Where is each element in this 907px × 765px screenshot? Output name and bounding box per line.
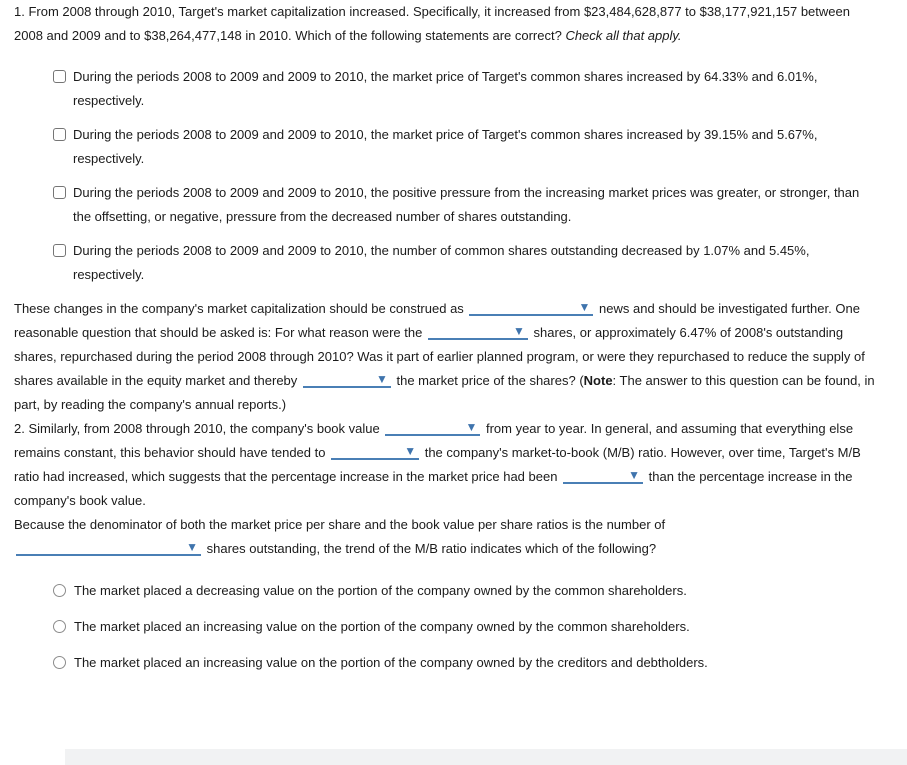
checkbox-option-2 [53, 123, 907, 171]
text-segment: 1. From 2008 through 2010, Target's market capitalization increased. Specifically, it increased from $23,484,628,877 to $38,177,921,157 between [14, 4, 850, 19]
question2-text [14, 417, 907, 513]
text-segment: During the periods 2008 to 2009 and 2009 to 2010, the market price of Target's common shares increased by 64.33% and 6.01%, [73, 69, 818, 84]
dropdown-blank[interactable] [331, 445, 419, 460]
horizontal-scrollbar[interactable] [65, 749, 907, 765]
radio-button[interactable] [53, 620, 66, 633]
text-segment: During the periods 2008 to 2009 and 2009 to 2010, the number of common shares outstanding decreased by 1.07% and 5.45%, [73, 243, 810, 258]
text-segment: : The answer to this question can be found, in [612, 373, 875, 388]
checkbox[interactable] [53, 186, 66, 199]
dropdown-blank[interactable] [303, 373, 391, 388]
checkbox-option-label [73, 65, 817, 113]
text-segment: respectively. [73, 93, 145, 108]
text-segment: company's book value. [14, 493, 146, 508]
dropdown-arrow-icon: ▼ [628, 468, 641, 482]
radio-button[interactable] [53, 656, 66, 669]
dropdown-arrow-icon: ▼ [513, 324, 525, 338]
checkbox[interactable] [53, 70, 66, 83]
dropdown-arrow-icon: ▼ [465, 420, 478, 434]
text-segment: During the periods 2008 to 2009 and 2009 to 2010, the market price of Target's common shares increased by 39.15% and 5.67%, [73, 127, 818, 142]
text-segment: respectively. [73, 267, 145, 282]
question1-checkbox-group [53, 65, 907, 287]
text-segment: the offsetting, or negative, pressure from the decreased number of shares outstanding. [73, 209, 572, 224]
checkbox-option-label [73, 181, 859, 229]
text-segment: the company's market-to-book (M/B) ratio. However, over time, Target's M/B [421, 445, 861, 460]
radio-option-2 [53, 615, 907, 639]
text-segment: the market price of the shares? ( [392, 373, 584, 388]
dropdown-blank[interactable] [469, 301, 593, 316]
checkbox[interactable] [53, 244, 66, 257]
checkbox[interactable] [53, 128, 66, 141]
text-segment: Because the denominator of both the market price per share and the book value per share ratios is the number of [14, 517, 666, 532]
question2-radio-group [53, 579, 907, 675]
dropdown-arrow-icon: ▼ [376, 372, 388, 386]
text-segment: than the percentage increase in the [645, 469, 853, 484]
dropdown-blank[interactable] [385, 421, 480, 436]
text-segment: part, by reading the company's annual reports.) [14, 397, 287, 412]
checkbox-option-1 [53, 65, 907, 113]
text-segment: remains constant, this behavior should have tended to [14, 445, 330, 460]
dropdown-blank[interactable] [563, 469, 643, 484]
text-segment: shares, or approximately 6.47% of 2008's outstanding [529, 325, 844, 340]
text-segment: shares available in the equity market and thereby [14, 373, 301, 388]
text-segment: ratio had increased, which suggests that the percentage increase in the market price had been [14, 469, 562, 484]
text-segment: During the periods 2008 to 2009 and 2009 to 2010, the positive pressure from the increasing market prices was greater, or stronger, than [73, 185, 860, 200]
dropdown-blank[interactable] [428, 325, 528, 340]
text-segment: shares, repurchased during the period 2008 through 2010? Was it part of earlier planned program, or were they repurchased to reduce the supply of [14, 349, 865, 364]
text-segment: shares outstanding, the trend of the M/B ratio indicates which of the following? [203, 541, 657, 556]
text-segment: These changes in the company's market capitalization should be construed as [14, 301, 468, 316]
checkbox-option-3 [53, 181, 907, 229]
text-segment: Note [583, 373, 613, 388]
radio-button[interactable] [53, 584, 66, 597]
text-segment: respectively. [73, 151, 145, 166]
dropdown-arrow-icon: ▼ [404, 444, 417, 458]
checkbox-option-label [73, 123, 817, 171]
dropdown-blank[interactable] [16, 541, 201, 556]
question1-analysis-text [14, 297, 907, 417]
radio-option-3 [53, 651, 907, 675]
text-segment: Check all that apply. [565, 28, 682, 43]
question2-followup-text [14, 513, 907, 561]
text-segment: 2. Similarly, from 2008 through 2010, the company's book value [14, 421, 384, 436]
radio-option-1 [53, 579, 907, 603]
checkbox-option-4 [53, 239, 907, 287]
text-segment: 2008 and 2009 and to $38,264,477,148 in 2010. Which of the following statements are correct? [14, 28, 566, 43]
question1-intro [14, 0, 907, 48]
checkbox-option-label [73, 239, 809, 287]
text-segment: reasonable question that should be asked is: For what reason were the [14, 325, 426, 340]
radio-option-label: The market placed an increasing value on the portion of the company owned by the creditors and debtholders. [74, 655, 708, 670]
radio-option-label: The market placed an increasing value on the portion of the company owned by the common shareholders. [74, 619, 690, 634]
text-segment: news and should be investigated further. One [595, 301, 860, 316]
text-segment: from year to year. In general, and assuming that everything else [482, 421, 854, 436]
dropdown-arrow-icon: ▼ [186, 540, 198, 554]
radio-option-label: The market placed a decreasing value on the portion of the company owned by the common shareholders. [74, 583, 687, 598]
dropdown-arrow-icon: ▼ [578, 300, 591, 314]
